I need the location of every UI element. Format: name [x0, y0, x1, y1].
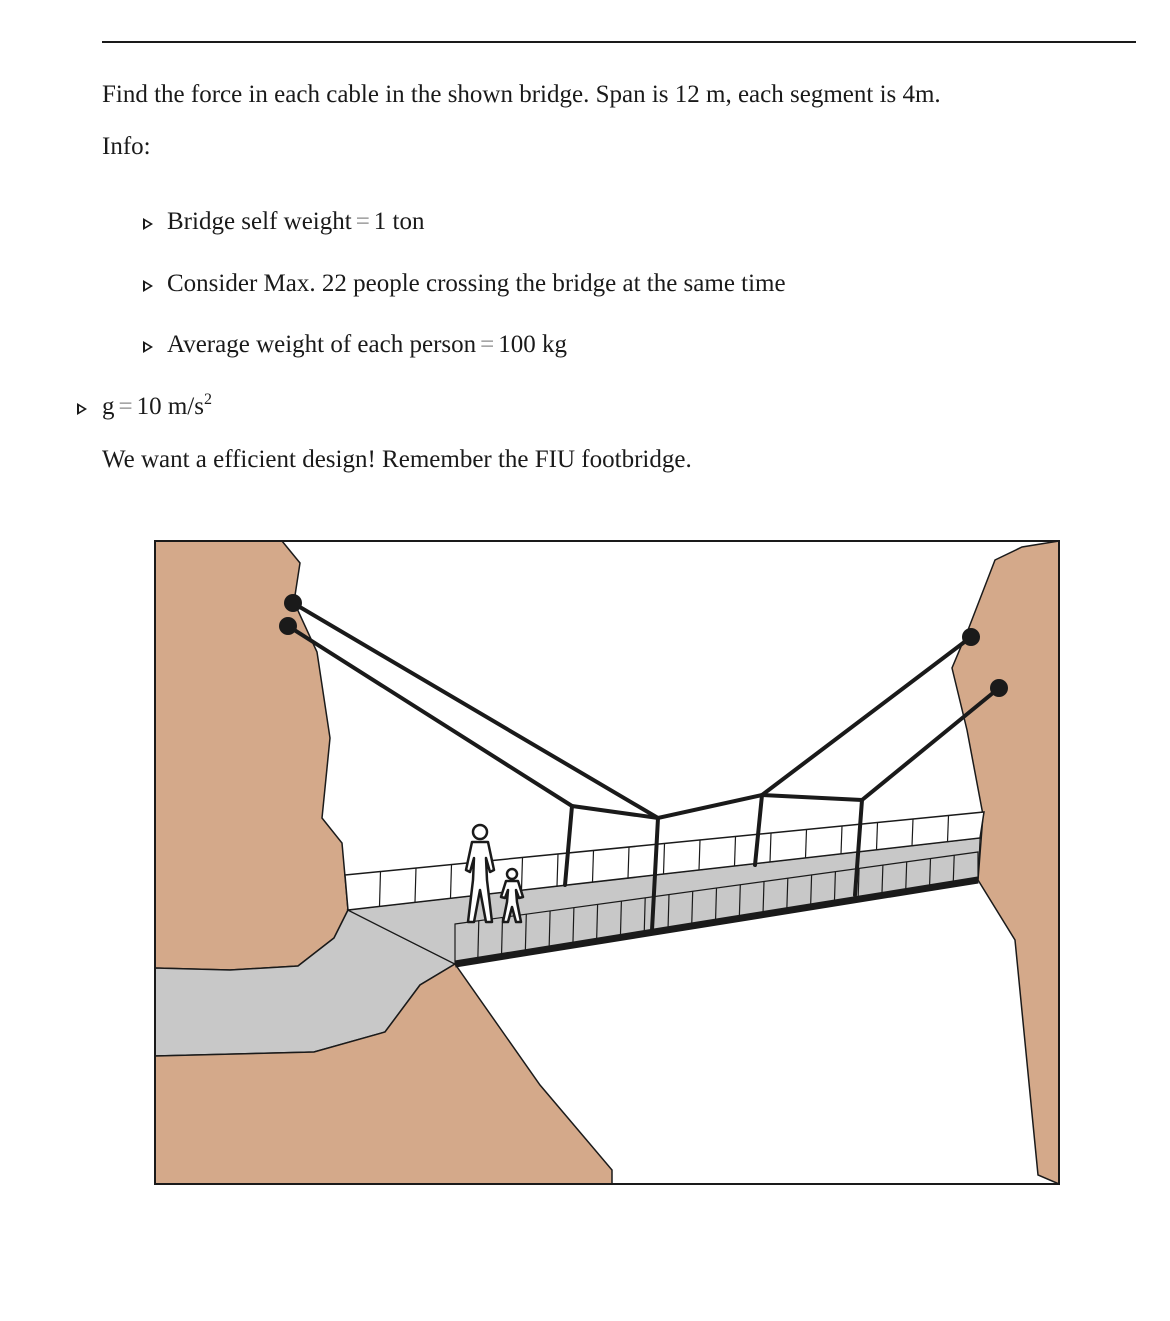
- adult-head: [473, 825, 487, 839]
- equals-sign: =: [355, 208, 370, 235]
- anchor-right-upper: [962, 628, 980, 646]
- gravity-symbol: g: [102, 393, 115, 420]
- bullet-triangle-icon: [143, 280, 153, 292]
- anchor-left-lower: [279, 617, 297, 635]
- self-weight-value: 1 ton: [373, 208, 425, 235]
- bullet-triangle-icon: [143, 218, 153, 230]
- gravity-value: 10 m/s: [136, 393, 204, 420]
- bullet-triangle-icon: [143, 341, 153, 353]
- list-item-self-weight: [167, 206, 425, 238]
- bullet-triangle-icon: [77, 403, 87, 415]
- problem-statement: Find the force in each cable in the shown bridge. Span is 12 m, each segment is 4m.: [102, 81, 941, 108]
- list-item-person-weight: [167, 329, 567, 361]
- equals-sign: =: [118, 393, 133, 420]
- gravity-exponent: 2: [203, 391, 212, 408]
- child-head: [507, 869, 517, 879]
- equals-sign: =: [480, 331, 495, 358]
- list-item-people: Consider Max. 22 people crossing the bridge at the same time: [167, 270, 786, 297]
- list-item-gravity: [102, 391, 212, 423]
- top-rule: [102, 41, 1136, 43]
- anchor-left-upper: [284, 594, 302, 612]
- person-weight-value: 100 kg: [498, 331, 567, 358]
- anchor-right-lower: [990, 679, 1008, 697]
- closing-remark: We want a efficient design! Remember the FIU footbridge.: [102, 446, 692, 473]
- person-weight-label: Average weight of each person: [167, 331, 477, 358]
- self-weight-label: Bridge self weight: [167, 208, 352, 235]
- info-label: Info:: [102, 133, 151, 160]
- bridge-figure: [150, 535, 1065, 1190]
